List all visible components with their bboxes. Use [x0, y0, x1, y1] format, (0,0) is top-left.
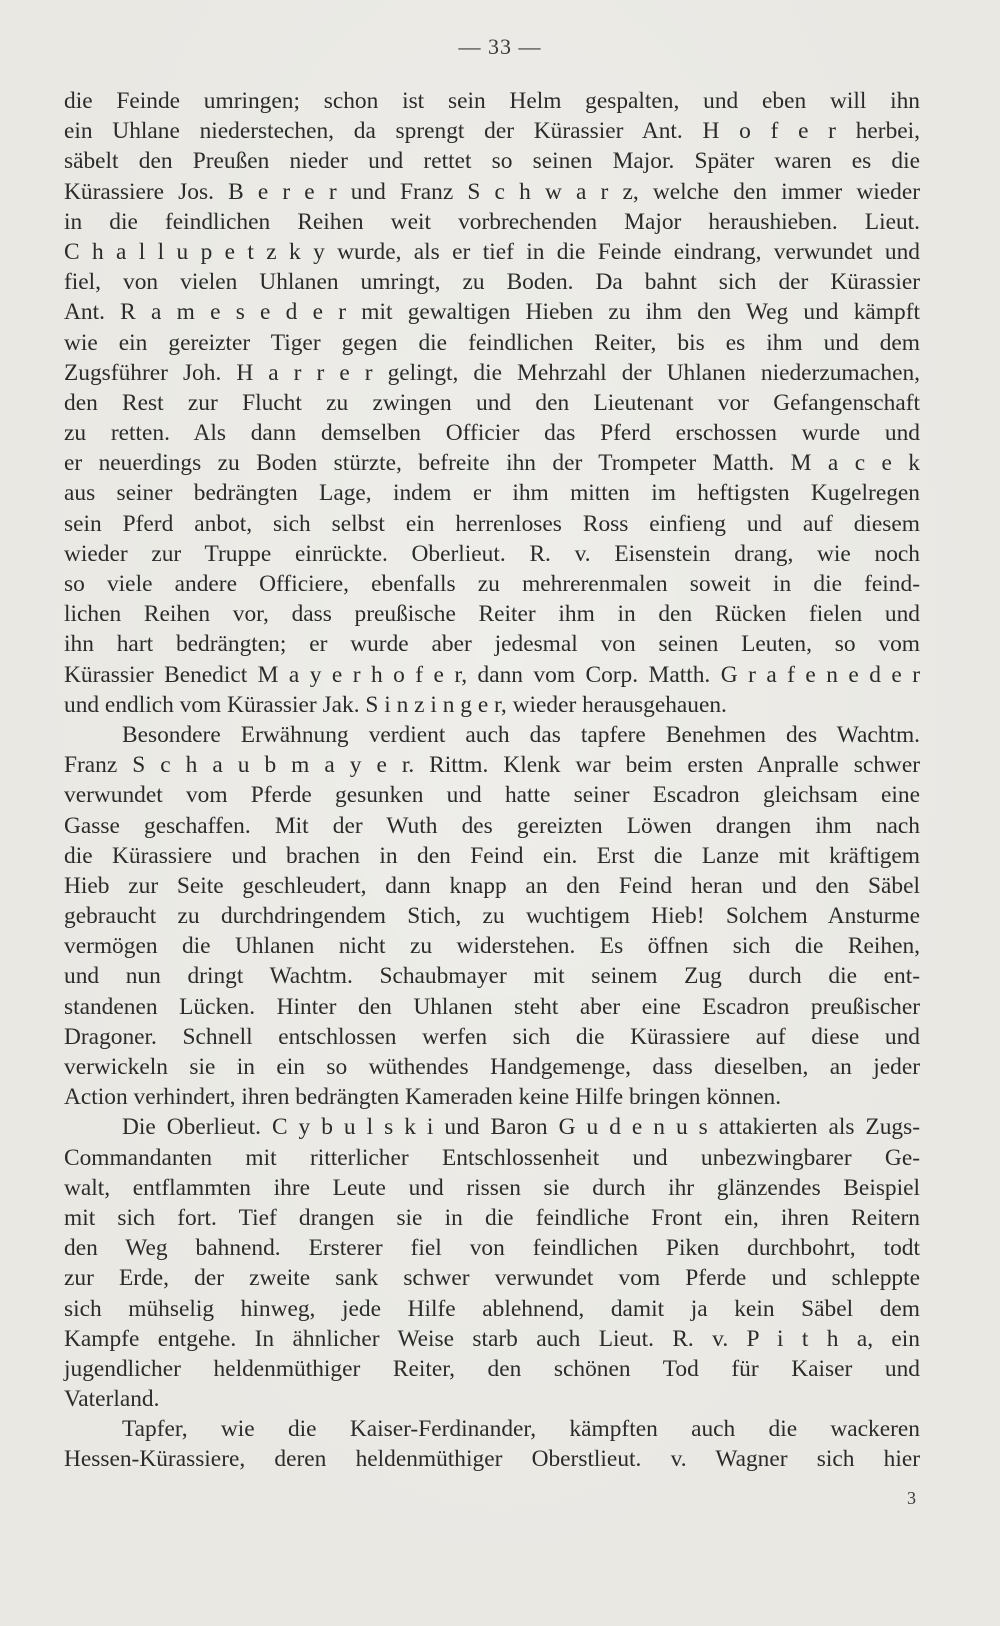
- text-line: in die feindlichen Reihen weit vorbrechenden Major heraushieben. Lieut.: [64, 208, 920, 235]
- text-line: Kürassiere Jos. B e r e r und Franz S c h w a r z, welche den immer wieder: [64, 178, 920, 205]
- text-line: Action verhindert, ihren bedrängten Kameraden keine Hilfe bringen können.: [64, 1084, 782, 1111]
- text-line: aus seiner bedrängten Lage, indem er ihm mitten im heftigsten Kugelregen: [64, 480, 920, 507]
- text-line: lichen Reihen vor, dass preußische Reiter ihm in den Rücken fielen und: [64, 601, 920, 628]
- text-line: sein Pferd anbot, sich selbst ein herrenloses Ross einfieng und auf diesem: [64, 510, 920, 537]
- text-line: Vaterland.: [64, 1386, 160, 1413]
- body-text: [64, 86, 920, 1475]
- text-line: zur Erde, der zweite sank schwer verwundet vom Pferde und schleppte: [64, 1265, 920, 1292]
- text-line: Kampfe entgehe. In ähnlicher Weise starb auch Lieut. R. v. P i t h a, ein: [64, 1325, 920, 1352]
- text-line: sich mühselig hinweg, jede Hilfe ablehnend, damit ja kein Säbel dem: [64, 1295, 920, 1322]
- text-line: Die Oberlieut. C y b u l s k i und Baron G u d e n u s attakierten als Zugs-: [122, 1114, 920, 1141]
- text-line: wieder zur Truppe einrückte. Oberlieut. R. v. Eisenstein drang, wie noch: [64, 540, 920, 567]
- text-line: vermögen die Uhlanen nicht zu widerstehen. Es öffnen sich die Reihen,: [64, 933, 920, 960]
- text-line: jugendlicher heldenmüthiger Reiter, den schönen Tod für Kaiser und: [64, 1355, 920, 1382]
- text-line: fiel, von vielen Uhlanen umringt, zu Boden. Da bahnt sich der Kürassier: [64, 269, 920, 296]
- text-line: die Kürassiere und brachen in den Feind ein. Erst die Lanze mit kräftigem: [64, 842, 920, 869]
- text-line: mit sich fort. Tief drangen sie in die feindliche Front ein, ihren Reitern: [64, 1204, 920, 1231]
- text-line: Dragoner. Schnell entschlossen werfen sich die Kürassiere auf diese und: [64, 1023, 920, 1050]
- text-line: säbelt den Preußen nieder und rettet so seinen Major. Später waren es die: [64, 148, 920, 175]
- text-line: Commandanten mit ritterlicher Entschlossenheit und unbezwingbarer Ge-: [64, 1144, 920, 1171]
- text-line: gebraucht zu durchdringendem Stich, zu wuchtigem Hieb! Solchem Ansturme: [64, 903, 920, 930]
- text-line: Tapfer, wie die Kaiser-Ferdinander, kämpften auch die wackeren: [122, 1416, 920, 1443]
- text-line: Franz S c h a u b m a y e r. Rittm. Klenk war beim ersten Anpralle schwer: [64, 752, 920, 779]
- text-line: verwickeln sie in ein so wüthendes Handgemenge, dass dieselben, an jeder: [64, 1054, 920, 1080]
- text-line: Gasse geschaffen. Mit der Wuth des gereizten Löwen drangen ihm nach: [64, 812, 920, 839]
- text-line: walt, entflammten ihre Leute und rissen sie durch ihr glänzendes Beispiel: [64, 1174, 920, 1201]
- text-line: den Weg bahnend. Ersterer fiel von feindlichen Piken durchbohrt, todt: [64, 1235, 920, 1262]
- text-line: Kürassier Benedict M a y e r h o f e r, dann vom Corp. Matth. G r a f e n e d e r: [64, 661, 920, 688]
- text-line: ihn hart bedrängten; er wurde aber jedesmal von seinen Leuten, so vom: [64, 631, 920, 658]
- text-line: und endlich vom Kürassier Jak. S i n z i n g e r, wieder herausgehauen.: [64, 691, 727, 718]
- text-line: die Feinde umringen; schon ist sein Helm gespalten, und eben will ihn: [64, 88, 920, 114]
- text-line: er neuerdings zu Boden stürzte, befreite ihn der Trompeter Matth. M a c e k: [64, 450, 920, 477]
- text-line: C h a l l u p e t z k y wurde, als er tief in die Feinde eindrang, verwundet und: [64, 238, 920, 265]
- text-line: Ant. R a m e s e d e r mit gewaltigen Hieben zu ihm den Weg und kämpft: [64, 299, 920, 326]
- text-line: und nun dringt Wachtm. Schaubmayer mit seinem Zug durch die ent-: [64, 963, 920, 990]
- text-line: Besondere Erwähnung verdient auch das tapfere Benehmen des Wachtm.: [122, 721, 920, 748]
- text-line: Hieb zur Seite geschleudert, dann knapp an den Feind heran und den Säbel: [64, 872, 920, 899]
- text-line: wie ein gereizter Tiger gegen die feindlichen Reiter, bis es ihm und dem: [64, 329, 920, 356]
- text-line: so viele andere Officiere, ebenfalls zu mehrerenmalen soweit in die feind-: [64, 571, 920, 597]
- text-line: standenen Lücken. Hinter den Uhlanen steht aber eine Escadron preußischer: [64, 993, 920, 1020]
- text-line: verwundet vom Pferde gesunken und hatte seiner Escadron gleichsam eine: [64, 782, 920, 809]
- text-line: Hessen-Kürassiere, deren heldenmüthiger Oberstlieut. v. Wagner sich hier: [64, 1446, 920, 1473]
- text-line: Zugsführer Joh. H a r r e r gelingt, die Mehrzahl der Uhlanen niederzumachen,: [64, 359, 920, 386]
- page-number: — 33 —: [458, 34, 542, 59]
- text-line: ein Uhlane niederstechen, da sprengt der Kürassier Ant. H o f e r herbei,: [64, 118, 920, 145]
- signature-mark: 3: [907, 1488, 916, 1508]
- text-line: den Rest zur Flucht zu zwingen und den Lieutenant vor Gefangenschaft: [64, 389, 920, 416]
- text-line: zu retten. Als dann demselben Officier das Pferd erschossen wurde und: [64, 420, 920, 447]
